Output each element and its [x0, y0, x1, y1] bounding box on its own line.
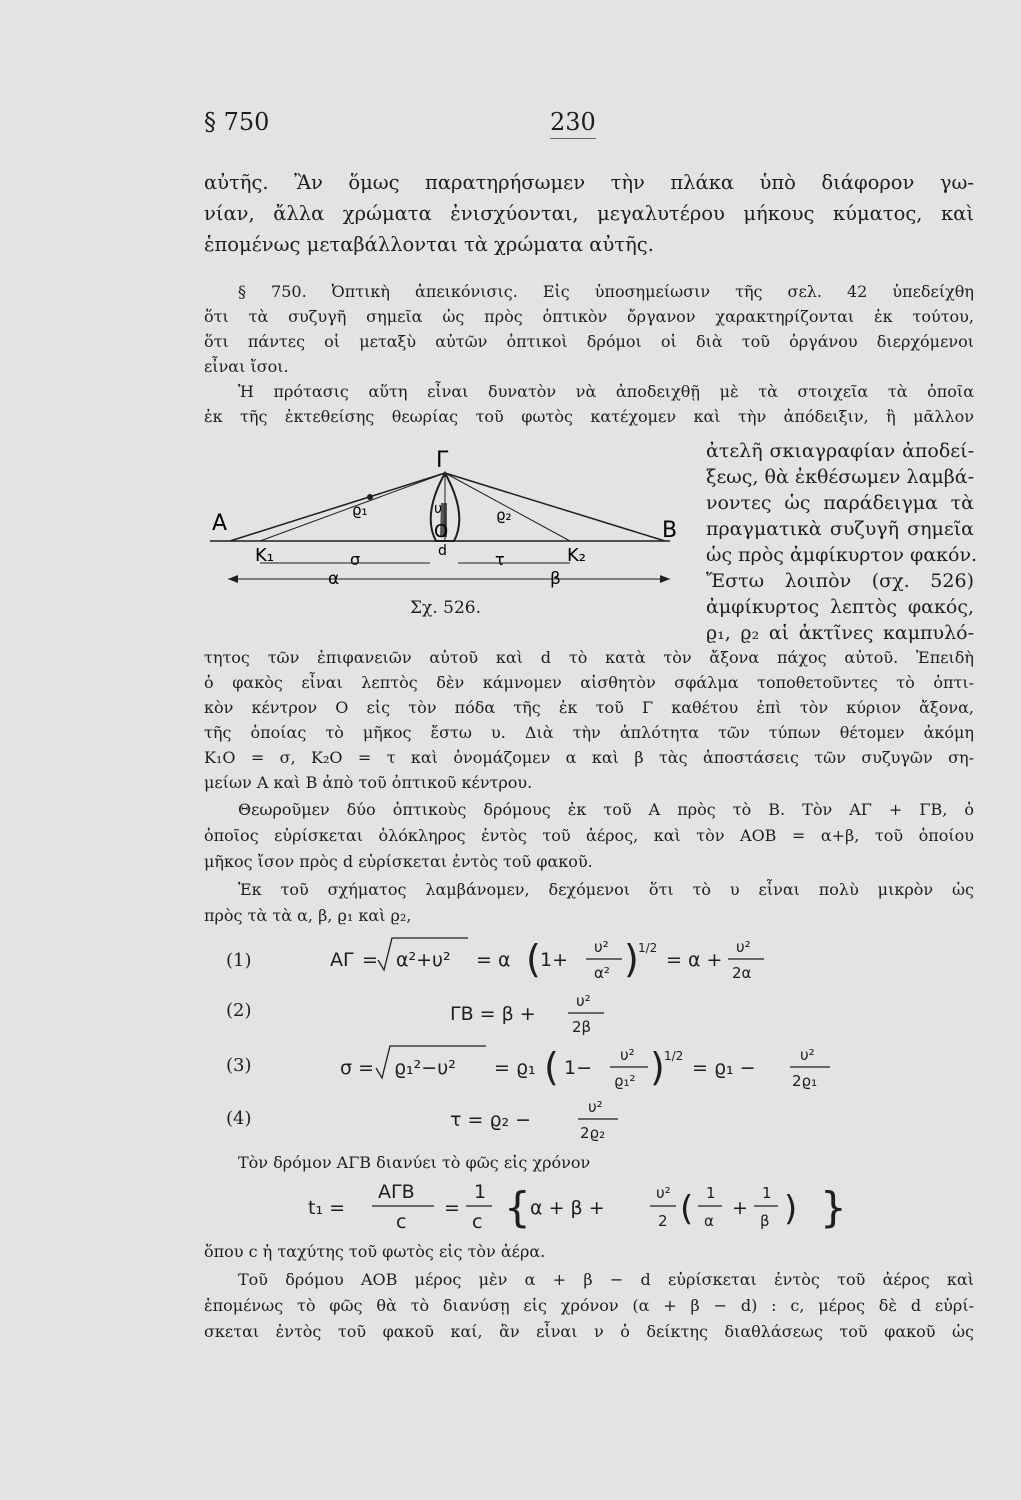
text-line: Τὸν δρόμον AΓB διανύει τὸ φῶς εἰς χρόνον [238, 1153, 591, 1172]
eq4-lhs: τ = ϱ₂ − [450, 1109, 532, 1131]
text-line: ὅτι τὰ συζυγῆ σημεῖα ὡς πρὸς ὀπτικὸν ὄργανον χαρακτηρίζονται ἐκ τούτου, [204, 307, 974, 326]
teq-a-den: α [704, 1212, 714, 1230]
text-line: σκεται ἐντὸς τοῦ φακοῦ καί, ἂν εἶναι ν ὁ δείκτης διαθλάσεως τοῦ φακοῦ ὡς [204, 1322, 974, 1341]
point-marker [367, 494, 373, 500]
text-line: ὁ φακὸς εἶναι λεπτὸς δὲν κάμνομεν αἰσθητὸν σφάλμα τοποθετοῦντες τὸ ὀπτι- [204, 673, 974, 692]
label-k1: K₁ [255, 545, 275, 566]
eq1-exp: 1/2 [638, 941, 658, 955]
eq1-lhs: AΓ [330, 949, 354, 971]
text-line: ὡς πρὸς ἀμφίκυρτον φακόν. [706, 544, 978, 566]
svg-text:=: = [444, 1197, 460, 1219]
teq-h-num: υ² [656, 1184, 671, 1202]
text-line: τητος τῶν ἐπιφανειῶν αὐτοῦ καὶ d τὸ κατὰ τὸν ἄξονα πάχος αὐτοῦ. Ἐπειδὴ [204, 648, 974, 667]
eq1-rhs: = α + [666, 949, 723, 971]
eq3-frac-den: ϱ₁² [614, 1072, 636, 1090]
lens-diagram [200, 445, 700, 595]
text-line: ξεως, θὰ ἐκθέσωμεν λαμβά- [706, 466, 974, 488]
eq1-frac-num: υ² [594, 938, 609, 956]
eq3-rhs-num: υ² [800, 1046, 815, 1064]
eq1-rad: α²+υ² [396, 949, 451, 971]
text-line: εἶναι ἴσοι. [204, 357, 289, 376]
eq3-rhs: = ϱ₁ − [692, 1057, 756, 1079]
text-line: νίαν, ἄλλα χρώματα ἐνισχύονται, μεγαλυτέρου μήκους κύματος, καὶ [204, 202, 974, 225]
equation-label: (2) [226, 1000, 252, 1021]
svg-text:}: } [820, 1183, 847, 1232]
label-a: A [212, 511, 228, 536]
figure-caption: Σχ. 526. [410, 598, 481, 618]
eq3-rhs-den: 2ϱ₁ [792, 1072, 818, 1090]
label-sigma: σ [350, 550, 361, 569]
teq-f1-num: AΓB [378, 1181, 415, 1203]
section-heading-line: § 750. Ὀπτικὴ ἀπεικόνισις. Εἰς ὑποσημείωσιν τῆς σελ. 42 ὑπεδείχθη [238, 282, 974, 301]
teq-lhs: t₁ = [308, 1197, 346, 1219]
time-equation [308, 1178, 868, 1240]
label-rho1: ϱ₁ [352, 501, 368, 519]
teq-b-num: 1 [762, 1184, 772, 1202]
text-line: ὅτι πάντες οἱ μεταξὺ αὐτῶν ὀπτικοὶ δρόμοι οἱ διὰ τοῦ ὀργάνου διερχόμενοι [204, 332, 974, 351]
eq3-lhs: σ = [340, 1057, 375, 1079]
teq-f2-den: c [472, 1211, 483, 1233]
text-line: ἀμφίκυρτος λεπτὸς φακός, [706, 596, 974, 618]
label-b: B [662, 518, 678, 543]
equation-label: (4) [226, 1108, 252, 1129]
eq3-frac-num: υ² [620, 1046, 635, 1064]
eq1-rhs-den: 2α [732, 964, 752, 982]
equation-label: (1) [226, 950, 252, 971]
teq-a-num: 1 [706, 1184, 716, 1202]
svg-text:(: ( [544, 1045, 559, 1089]
ray-g-b [445, 473, 665, 541]
text-line: Ἔστω λοιπὸν (σχ. 526) [706, 570, 974, 592]
teq-body: α + β + [530, 1197, 605, 1219]
eq1-inner: 1+ [540, 949, 569, 971]
text-line: νοντες ὡς παράδειγμα τὰ [706, 492, 974, 514]
eq3-rad: ϱ₁²−υ² [394, 1057, 456, 1079]
svg-text:(: ( [680, 1189, 694, 1229]
eq3-inner: 1− [564, 1057, 593, 1079]
eq2-num: υ² [576, 992, 591, 1010]
text-line: ὁποῖος εὑρίσκεται ὁλόκληρος ἐντὸς τοῦ ἀέρος, καὶ τὸν AOB = α+β, τοῦ ὁποίου [204, 826, 974, 845]
text-line: ὅπου c ἡ ταχύτης τοῦ φωτὸς εἰς τὸν ἀέρα. [204, 1242, 546, 1261]
label-rho2: ϱ₂ [496, 506, 512, 524]
label-alpha: α [328, 569, 340, 589]
text-line: πραγματικὰ συζυγῆ σημεῖα [706, 518, 974, 540]
text-line: κὸν κέντρον O εἰς τὸν πόδα τῆς ἐκ τοῦ Γ καθέτου ἐπὶ τὸν κύριον ἄξονα, [204, 698, 974, 717]
page-number: 230 [550, 108, 596, 139]
section-header: § 750 [204, 108, 270, 136]
text-line: Ἡ πρότασις αὕτη εἶναι δυνατὸν νὰ ἀποδειχθῇ μὲ τὰ στοιχεῖα τὰ ὁποῖα [238, 382, 974, 401]
label-upsilon: υ [434, 501, 443, 517]
eq4-num: υ² [588, 1098, 603, 1116]
ray-a-g [230, 473, 445, 541]
text-line: μείων A καὶ B ἀπὸ τοῦ ὀπτικοῦ κέντρου. [204, 773, 533, 792]
svg-text:): ) [784, 1189, 798, 1229]
svg-text:(: ( [526, 937, 541, 981]
text-line: ϱ₁, ϱ₂ αἱ ἀκτῖνες καμπυλό- [706, 622, 974, 644]
teq-plus: + [732, 1197, 748, 1219]
text-line: K₁O = σ, K₂O = τ καὶ ὀνομάζομεν α καὶ β τὰς ἀποστάσεις τῶν συζυγῶν ση- [204, 748, 974, 767]
label-beta: β [550, 569, 561, 589]
text-line: Τοῦ δρόμου AOB μέρος μὲν α + β − d εὑρίσκεται ἐντὸς τοῦ ἀέρος καὶ [238, 1270, 974, 1289]
eq2-den: 2β [572, 1018, 592, 1036]
eq2-lhs: ΓB = β + [450, 1003, 536, 1025]
svg-text:): ) [650, 1045, 665, 1089]
label-k2: K₂ [567, 545, 587, 566]
text-line: ἑπομένως μεταβάλλονται τὰ χρώματα αὐτῆς. [204, 233, 654, 256]
label-d: d [438, 543, 447, 559]
teq-b-den: β [760, 1212, 770, 1230]
teq-h-den: 2 [658, 1212, 668, 1230]
svg-text:{: { [504, 1183, 531, 1232]
text-line: ἑπομένως τὸ φῶς θὰ τὸ διανύσῃ εἰς χρόνον (α + β − d) : c, μέρος δὲ d εὑρί- [204, 1296, 974, 1315]
eq3-exp: 1/2 [664, 1049, 684, 1063]
teq-f1-den: c [396, 1211, 407, 1233]
text-line: τῆς ὁποίας τὸ μῆκος ἔστω υ. Διὰ τὴν ἁπλότητα τῶν τύπων θέτομεν ἀκόμη [204, 723, 974, 742]
eq3-mid: = ϱ₁ [494, 1057, 536, 1079]
teq-f2-num: 1 [474, 1181, 487, 1203]
label-tau: τ [495, 550, 505, 569]
text-line: ἀτελῆ σκιαγραφίαν ἀποδεί- [706, 440, 974, 462]
text-line: μῆκος ἴσον πρὸς d εὑρίσκεται ἐντὸς τοῦ φακοῦ. [204, 852, 593, 871]
svg-text:): ) [624, 937, 639, 981]
label-o: O [434, 521, 449, 542]
text-line: Θεωροῦμεν δύο ὀπτικοὺς δρόμους ἐκ τοῦ A πρὸς τὸ B. Τὸν AΓ + ΓB, ὁ [238, 800, 974, 819]
text-line: Ἐκ τοῦ σχήματος λαμβάνομεν, δεχόμενοι ὅτι τὸ υ εἶναι πολὺ μικρὸν ὡς [238, 880, 974, 899]
eq1-frac-den: α² [594, 964, 610, 982]
text-line: ἐκ τῆς ἐκτεθείσης θεωρίας τοῦ φωτὸς κατέχομεν καὶ τὴν ἀπόδειξιν, ἢ μᾶλλον [204, 407, 974, 426]
text-line: πρὸς τὰ τὰ α, β, ϱ₁ καὶ ϱ₂, [204, 906, 412, 925]
eq1-mid: = α [476, 949, 511, 971]
equation-label: (3) [226, 1055, 252, 1076]
eq1-rhs-num: υ² [736, 938, 751, 956]
eq4-den: 2ϱ₂ [580, 1124, 606, 1142]
svg-text:=: = [362, 949, 378, 971]
label-g: Γ [436, 448, 449, 473]
text-line: αὐτῆς. Ἂν ὅμως παρατηρήσωμεν τὴν πλάκα ὑπὸ διάφορον γω- [204, 171, 974, 194]
